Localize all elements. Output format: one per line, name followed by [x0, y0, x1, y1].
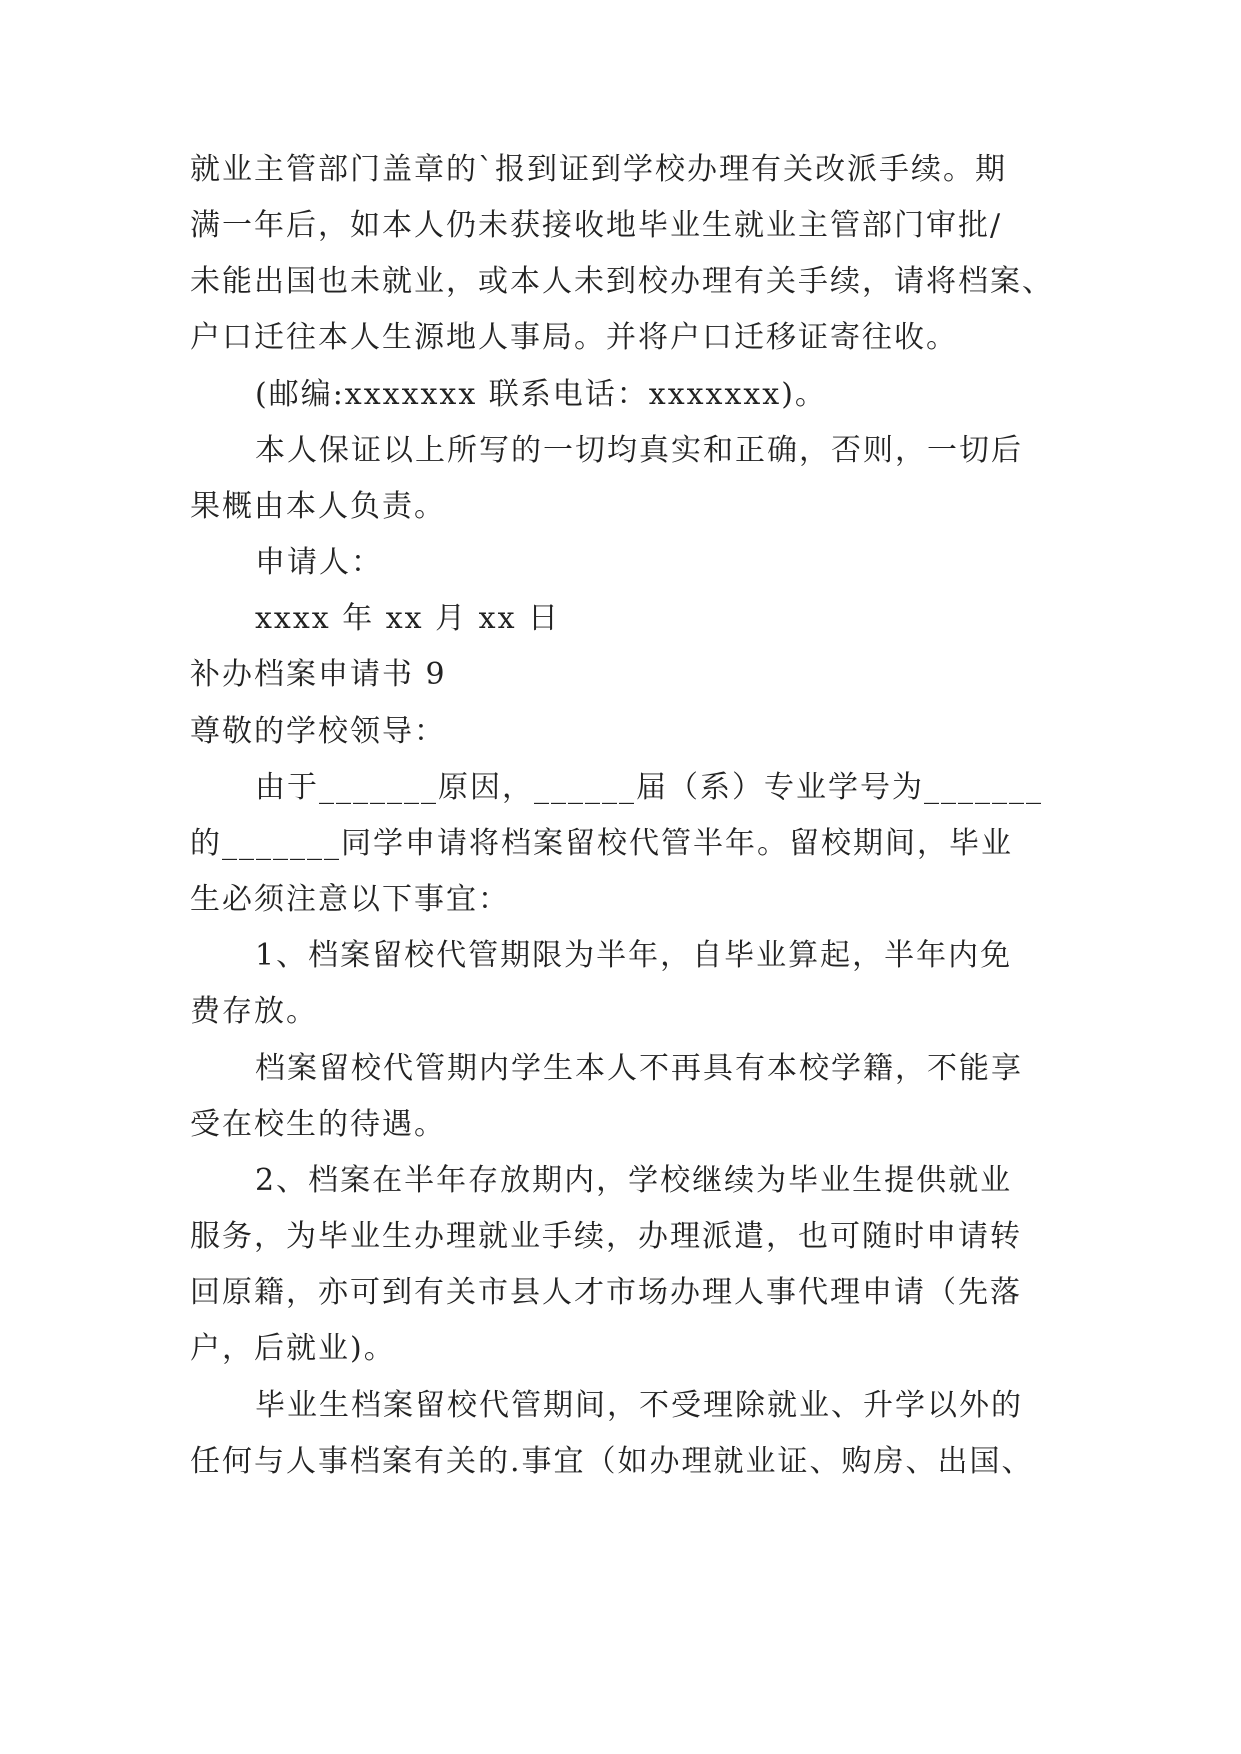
- item-1-line-2: 费存放。: [190, 994, 318, 1029]
- text-line-1: 就业主管部门盖章的`报到证到学校办理有关改派手续。期: [190, 152, 1007, 187]
- section-title: 补办档案申请书 9: [190, 657, 447, 692]
- item-2-line-3: 回原籍，亦可到有关市县人才市场办理人事代理申请（先落: [190, 1275, 1022, 1310]
- postcode-phone-line: (邮编:xxxxxxx 联系电话：xxxxxxx)。: [255, 377, 827, 412]
- text-line-3: 未能出国也未就业，或本人未到校办理有关手续，请将档案、: [190, 264, 1054, 299]
- body-line-1: 由于_______原因，______届（系）专业学号为_______: [255, 770, 1043, 805]
- item-2-line-1: 2、档案在半年存放期内，学校继续为毕业生提供就业: [255, 1163, 1013, 1198]
- body-line-3: 生必须注意以下事宜：: [190, 882, 510, 917]
- item-2-line-2: 服务，为毕业生办理就业手续，办理派遣，也可随时申请转: [190, 1219, 1022, 1254]
- guarantee-line-2: 果概由本人负责。: [190, 489, 446, 524]
- text-line-2: 满一年后，如本人仍未获接收地毕业生就业主管部门审批/: [190, 208, 1003, 243]
- restriction-line-1: 毕业生档案留校代管期间，不受理除就业、升学以外的: [255, 1388, 1023, 1423]
- status-line-1: 档案留校代管期内学生本人不再具有本校学籍，不能享: [255, 1051, 1023, 1086]
- guarantee-line-1: 本人保证以上所写的一切均真实和正确，否则，一切后: [255, 433, 1023, 468]
- salutation: 尊敬的学校领导：: [190, 714, 446, 749]
- date-line: xxxx 年 xx 月 xx 日: [255, 601, 561, 636]
- status-line-2: 受在校生的待遇。: [190, 1107, 446, 1142]
- applicant-label: 申请人：: [255, 545, 383, 580]
- text-line-4: 户口迁往本人生源地人事局。并将户口迁移证寄往收。: [190, 320, 958, 355]
- item-1-line-1: 1、档案留校代管期限为半年，自毕业算起，半年内免: [255, 938, 1013, 973]
- restriction-line-2: 任何与人事档案有关的.事宜（如办理就业证、购房、出国、: [190, 1444, 1034, 1479]
- body-line-2: 的_______同学申请将档案留校代管半年。留校期间，毕业: [190, 826, 1013, 861]
- item-2-line-4: 户，后就业)。: [190, 1331, 396, 1366]
